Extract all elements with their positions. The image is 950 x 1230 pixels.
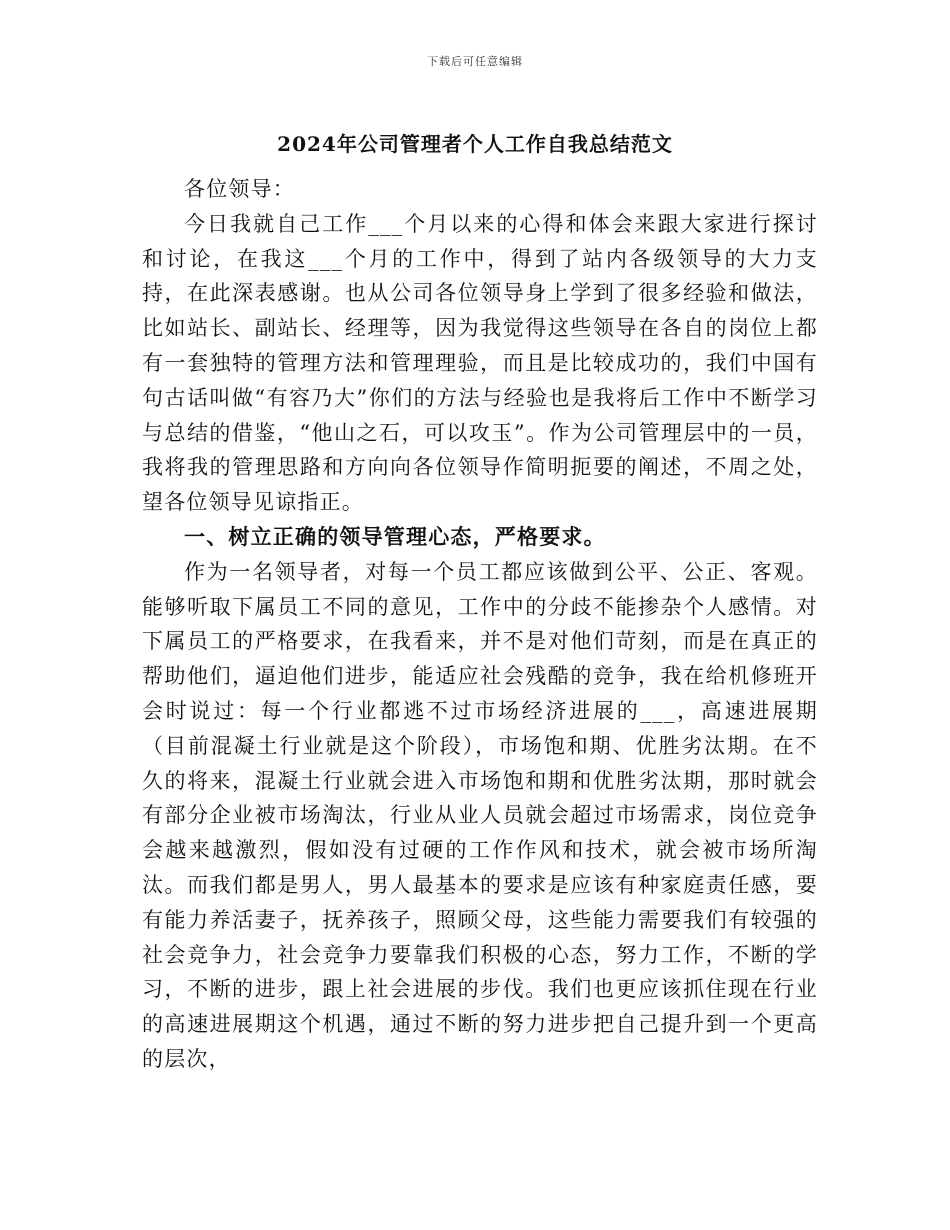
header-note: 下载后可任意编辑 <box>427 55 523 68</box>
paragraph-section-1: 作为一名领导者，对每一个员工都应该做到公平、公正、客观。能够听取下属员工不同的意见，工作中的分歧不能掺杂个人感情。对下属员工的严格要求，在我看来，并不是对他们苛刻，而是在真正的帮助他们，逼迫他们进步，能适应社会残酷的竞争，我在给机修班开会时说过：每一个行业都逃不过市场经济进展的___，高速进展期（目前混凝土行业就是这个阶段），市场饱和期、优胜劣汰期。在不久的将来，混凝土行业就会进入市场饱和期和优胜劣汰期，那时就会有部分企业被市场淘汰，行业从业人员就会超过市场需求，岗位竞争会越来越激烈，假如没有过硬的工作作风和技术，就会被市场所淘汰。而我们都是男人，男人最基本的要求是应该有种家庭责任感，要有能力养活妻子，抚养孩子，照顾父母，这些能力需要我们有较强的社会竞争力，社会竞争力要靠我们积极的心态，努力工作，不断的学习，不断的进步，跟上社会进展的步伐。我们也更应该抓住现在行业的高速进展期这个机遇，通过不断的努力进步把自己提升到一个更高的层次， <box>142 559 818 1071</box>
paragraph-intro: 今日我就自己工作___个月以来的心得和体会来跟大家进行探讨和讨论，在我这___个月的工作中，得到了站内各级领导的大力支持，在此深表感谢。也从公司各位领导身上学到了很多经验和做法，比如站长、副站长、经理等，因为我觉得这些领导在各自的岗位上都有一套独特的管理方法和管理理验，而且是比较成功的，我们中国有句古话叫做“有容乃大”你们的方法与经验也是我将后工作中不断学习与总结的借鉴，“他山之石，可以攻玉”。作为公司管理层中的一员，我将我的管理思路和方向向各位领导作简明扼要的阐述，不周之处，望各位领导见谅指正。 <box>142 211 818 515</box>
salutation: 各位领导： <box>184 177 295 201</box>
document-body <box>142 172 818 1077</box>
document-title: 2024年公司管理者个人工作自我总结范文 <box>277 132 673 156</box>
section-heading: 一、树立正确的领导管理心态，严格要求。 <box>184 523 606 549</box>
